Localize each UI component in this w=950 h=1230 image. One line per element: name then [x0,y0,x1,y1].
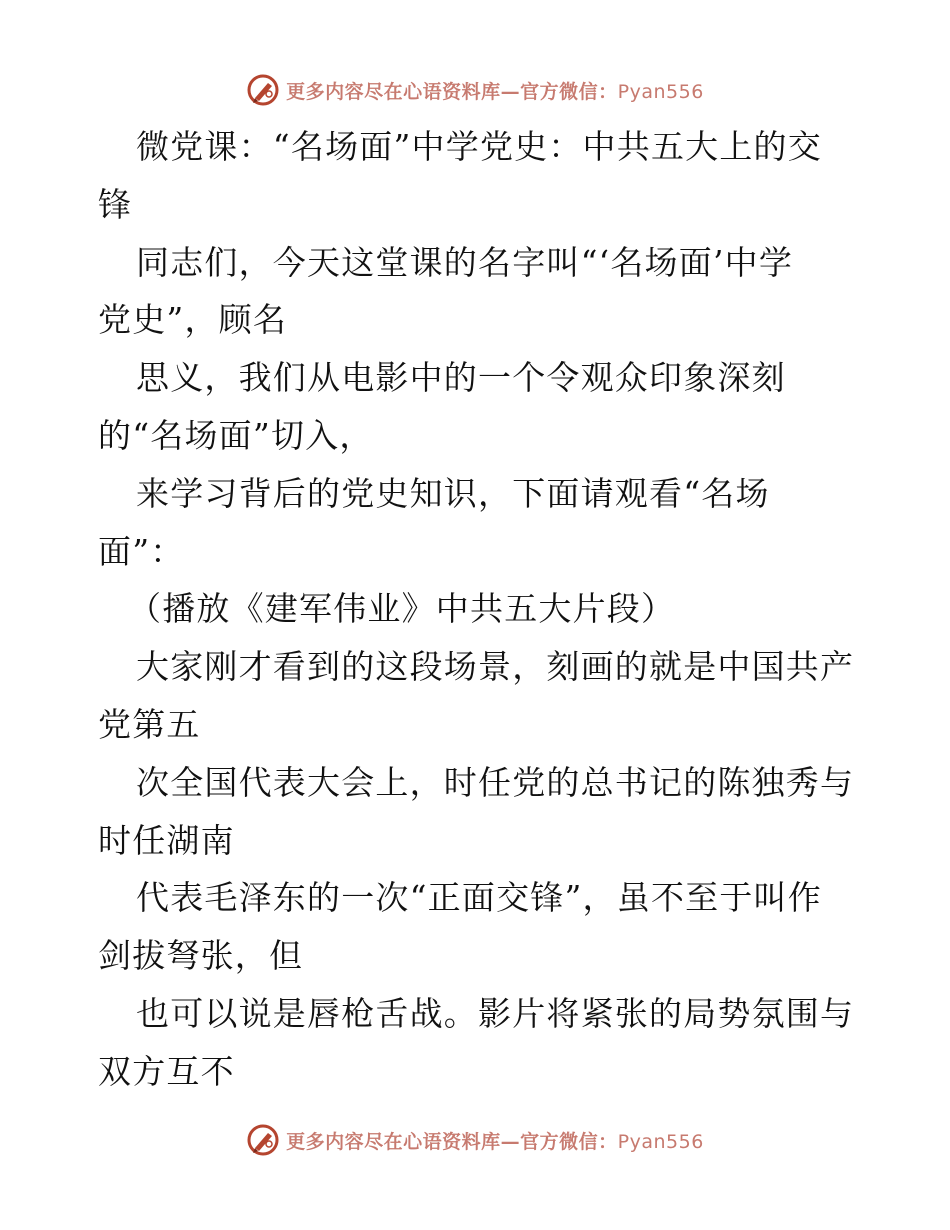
text-line: 面”： [98,531,185,571]
watermark-handle: Pyan556 [617,1130,704,1153]
text-line: 党第五 [98,704,201,744]
header-watermark [0,70,950,110]
footer-watermark [0,1120,950,1160]
text-line: 代表毛泽东的一次“正面交锋”，虽不至于叫作 [136,878,822,918]
text-line: 同志们，今天这堂课的名字叫“‘名场面’中学 [136,242,794,282]
pen-logo-icon [246,73,280,107]
watermark-handle: Pyan556 [617,80,704,103]
text-line: 双方互不 [98,1051,235,1091]
pen-logo-icon [246,1123,280,1157]
text-line: 的“名场面”切入， [98,415,374,455]
text-line: 剑拔弩张，但 [98,936,304,976]
text-line: 时任湖南 [98,820,235,860]
text-line: 来学习背后的党史知识，下面请观看“名场 [136,473,770,513]
text-line: （播放《建军伟业》中共五大片段） [128,589,676,629]
text-line: 锋 [98,184,133,224]
watermark-text: 更多内容尽在心语资料库—官方微信：Pyan556 [286,1130,704,1153]
text-line: 思义，我们从电影中的一个令观众印象深刻 [136,358,786,398]
text-line: 微党课：“名场面”中学党史：中共五大上的交 [136,127,822,166]
text-line: 党史”，顾名 [98,300,288,340]
text-line: 也可以说是唇枪舌战。影片将紧张的局势氛围与 [136,993,855,1033]
text-line: 次全国代表大会上，时任党的总书记的陈独秀与 [136,762,855,802]
watermark-text: 更多内容尽在心语资料库—官方微信：Pyan556 [286,80,704,103]
text-line: 大家刚才看到的这段场景，刻画的就是中国共产 [136,647,855,687]
document-body [98,118,853,1101]
